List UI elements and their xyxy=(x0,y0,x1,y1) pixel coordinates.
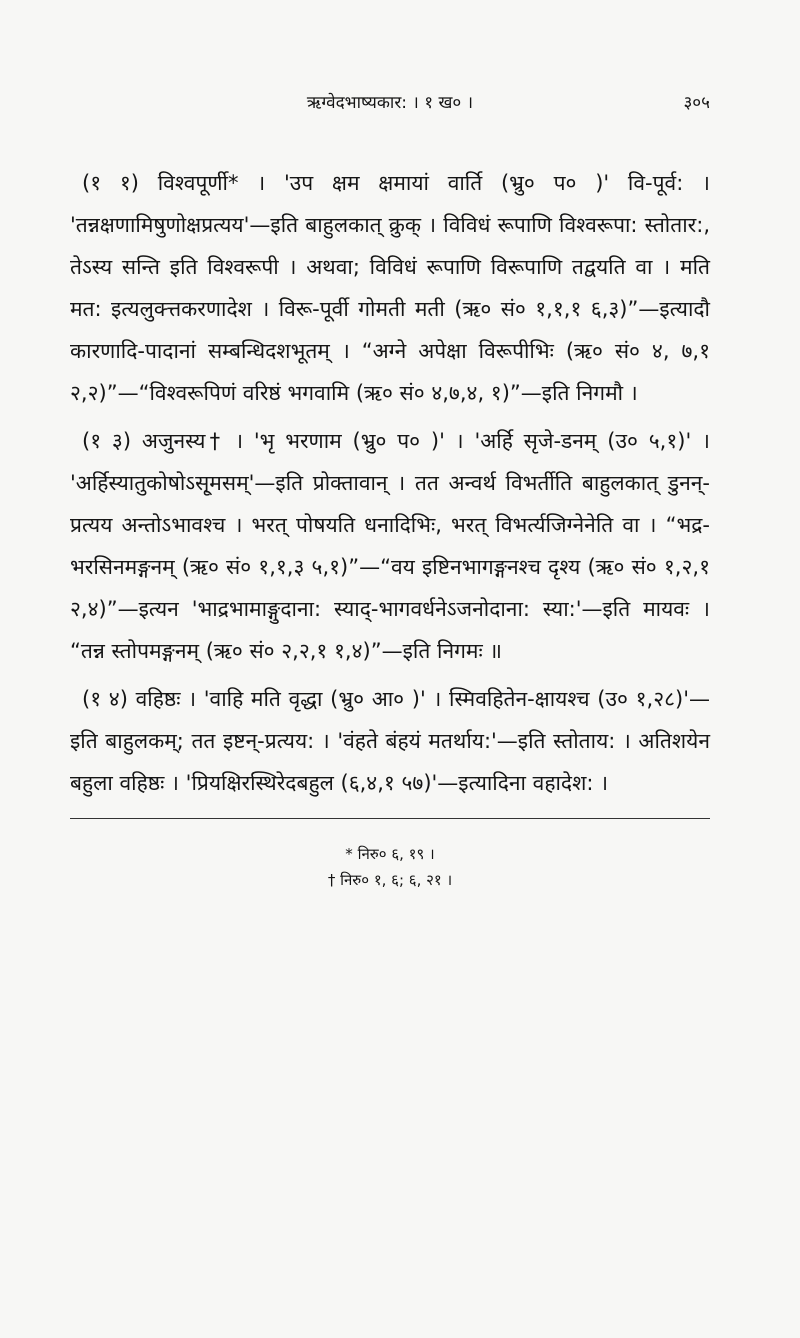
paragraph-1: (१ १) विश्वपूर्णी* । 'उप क्षम क्षमायां वार्ति (भ्रु० प० )' वि-पूर्व: । 'तन्नक्षणामिषुणोक्षप्रत्यय'—इति बाहुलकात् क्रुक् । विविधं रूपाणि विश्वरूपा: स्तोतार:, तेऽस्य सन्ति इति विश्वरूपी । अथवा; विविधं रूपाणि विरूपाणि तद्वयति वा । मति मत: इत्यलुक्त्तकरणादेश । विरू-पूर्वी गोमती मती (ऋ० सं० १,१,१ ६,३)”—इत्यादौ कारणादि-पादानां सम्बन्धिदशभूतम् । “अग्ने अपेक्षा विरूपीभिः (ऋ० सं० ४, ७,१ २,२)”—“विश्वरूपिणं वरिष्ठं भगवामि (ऋ० सं० ४,७,४, १)”—इति निगमौ । xyxy=(70,171,710,405)
page-header xyxy=(70,90,710,120)
footnote-1: * निरु० ६, १९ । xyxy=(345,845,435,863)
page xyxy=(70,90,710,893)
page-number: ३०५ xyxy=(683,93,710,113)
footnote-divider xyxy=(70,818,710,819)
footnotes xyxy=(70,841,710,893)
paragraph-2: (१ ३) अजुनस्य† । 'भृ भरणाम (भ्रु० प० )' । 'अर्हि सृजे-डनम् (उ० ५,१)' । 'अर्हिस्यातुकोषोऽसृ्मसम्'—इति प्रोक्तावान् । तत अन्वर्थ विभर्तीति बाहुलकात् डुनन्-प्रत्यय अन्तोऽभावश्च । भरत् पोषयति धनादिभिः, भरत् विभर्त्यजिग्नेनेति वा । “भद्र-भरसिनमङ्गनम् (ऋ० सं० १,१,३ ५,१)”—“वय इष्टिनभागङ्गनश्च दृश्य (ऋ० सं० १,२,१ २,४)”—इत्यन 'भाद्रभामाङ्गुदाना: स्याद्-भागवर्धनेऽजनोदाना: स्या:'—इति मायवः । “तन्न स्तोपमङ्गनम् (ऋ० सं० २,२,१ १,४)”—इति निगमः ॥ xyxy=(70,429,710,663)
running-title: ऋग्वेदभाष्यकार: । १ ख० । xyxy=(306,93,474,113)
main-text xyxy=(70,162,710,804)
footnote-2: † निरु० १, ६; ६, २१ । xyxy=(327,871,453,889)
paragraph-3: (१ ४) वहिष्ठः । 'वाहि मति वृद्धा (भ्रु० आ० )' । स्मिवहितेन-क्षायश्च (उ० १,२८)'—इति बाहुलकम्; तत इष्टन्-प्रत्यय: । 'वंहते बंहयं मतर्थाय:'—इति स्तोताय: । अतिशयेन बहुला वहिष्ठः । 'प्रियक्षिरस्थिरेदबहुल (६,४,१ ५७)'—इत्यादिना वहादेश: । xyxy=(70,687,710,795)
